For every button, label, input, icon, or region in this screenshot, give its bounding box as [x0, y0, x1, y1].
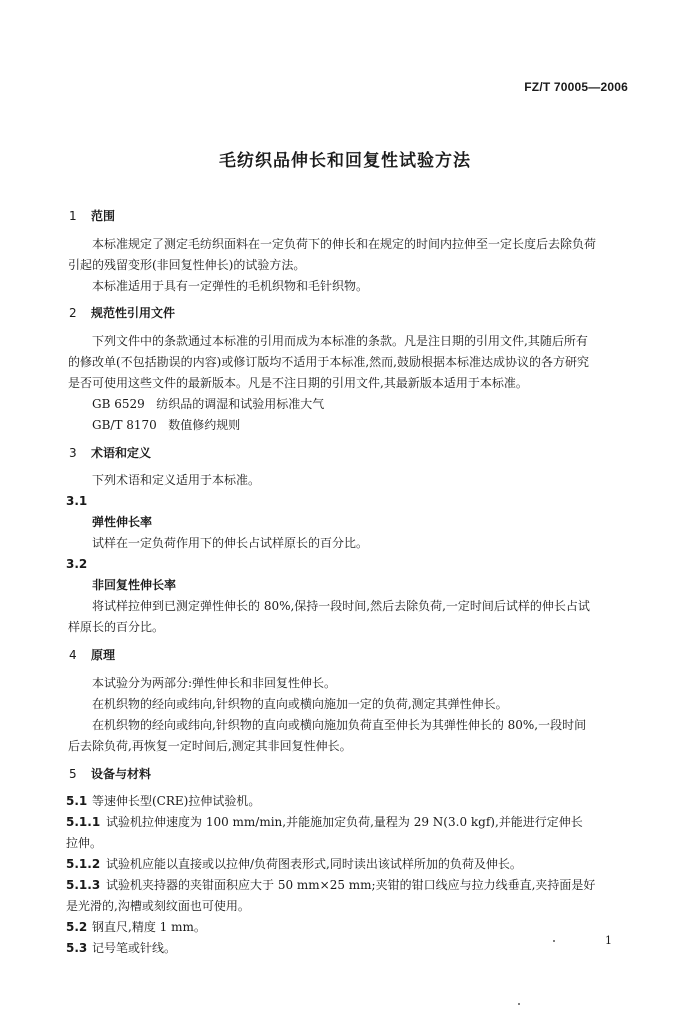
term-3-1-definition: 试样在一定负荷作用下的伸长占试样原长的百分比。	[92, 536, 369, 550]
section-4-paragraph: 本试验分为两部分:弹性伸长和非回复性伸长。	[92, 676, 337, 690]
term-3-1-number: 3.1	[66, 494, 88, 508]
clause-5-1: 5.1 等速伸长型(CRE)拉伸试验机。	[66, 794, 261, 808]
section-1-paragraph-cont: 引起的残留变形(非回复性伸长)的试验方法。	[68, 258, 306, 272]
section-1-paragraph: 本标准规定了测定毛纺织面料在一定负荷下的伸长和在规定的时间内拉伸至一定长度后去除负荷	[92, 237, 597, 251]
standard-code: FZ/T 70005—2006	[524, 80, 628, 94]
clause-5-2: 5.2 钢直尺,精度 1 mm。	[66, 920, 206, 934]
term-3-2-definition-cont: 样原长的百分比。	[68, 620, 165, 634]
clause-5-1-2: 5.1.2 试验机应能以直接或以拉伸/负荷图表形式,同时读出该试样所加的负荷及伸长。	[66, 857, 522, 871]
section-5-heading: 5 设备与材料	[69, 767, 152, 781]
normative-reference: GB 6529 纺织品的调湿和试验用标准大气	[92, 397, 325, 411]
section-4-paragraph: 在机织物的经向或纬向,针织物的直向或横向施加负荷直至伸长为其弹性伸长的 80%,一段时间	[92, 718, 587, 732]
term-3-2-number: 3.2	[66, 557, 88, 571]
section-2-heading: 2 规范性引用文件	[69, 306, 176, 320]
section-3-heading: 3 术语和定义	[69, 446, 152, 460]
term-3-2-name: 非回复性伸长率	[92, 578, 177, 592]
section-2-paragraph: 下列文件中的条款通过本标准的引用而成为本标准的条款。凡是注日期的引用文件,其随后所有	[92, 334, 588, 348]
clause-5-1-3: 5.1.3 试验机夹持器的夹钳面积应大于 50 mm×25 mm;夹钳的钳口线应与拉力线垂直,夹持面是好	[66, 878, 596, 892]
document-title: 毛纺织品伸长和回复性试验方法	[219, 151, 471, 171]
section-2-paragraph-cont: 的修改单(不包括勘误的内容)或修订版均不适用于本标准,然而,鼓励根据本标准达成协议的各方研究	[68, 355, 589, 369]
section-1-scope-note: 本标准适用于具有一定弹性的毛机织物和毛针织物。	[92, 279, 369, 293]
section-4-heading: 4 原理	[69, 648, 116, 662]
term-3-1-name: 弹性伸长率	[92, 515, 153, 529]
clause-5-3: 5.3 记号笔或针线。	[66, 941, 177, 955]
clause-5-1-1: 5.1.1 试验机拉伸速度为 100 mm/min,并能施加定负荷,量程为 29 N(3.0 kgf),并能进行定伸长	[66, 815, 583, 829]
section-3-intro: 下列术语和定义适用于本标准。	[92, 473, 261, 487]
term-3-2-definition: 将试样拉伸到已测定弹性伸长的 80%,保持一段时间,然后去除负荷,一定时间后试样的伸长占试	[92, 599, 590, 613]
section-2-paragraph-cont: 是否可使用这些文件的最新版本。凡是不注日期的引用文件,其最新版本适用于本标准。	[68, 376, 528, 390]
clause-5-1-1-cont: 拉伸。	[66, 836, 103, 850]
scan-speck	[553, 940, 555, 942]
section-1-heading: 1 范围	[69, 209, 116, 223]
section-4-paragraph: 在机织物的经向或纬向,针织物的直向或横向施加一定的负荷,测定其弹性伸长。	[92, 697, 508, 711]
clause-5-1-3-cont: 是光滑的,沟槽或刻纹面也可使用。	[66, 899, 250, 913]
normative-reference: GB/T 8170 数值修约规则	[92, 418, 241, 432]
section-4-paragraph-cont: 后去除负荷,再恢复一定时间后,测定其非回复性伸长。	[68, 739, 352, 753]
page-number: 1	[605, 934, 612, 947]
scan-speck	[518, 1003, 520, 1005]
